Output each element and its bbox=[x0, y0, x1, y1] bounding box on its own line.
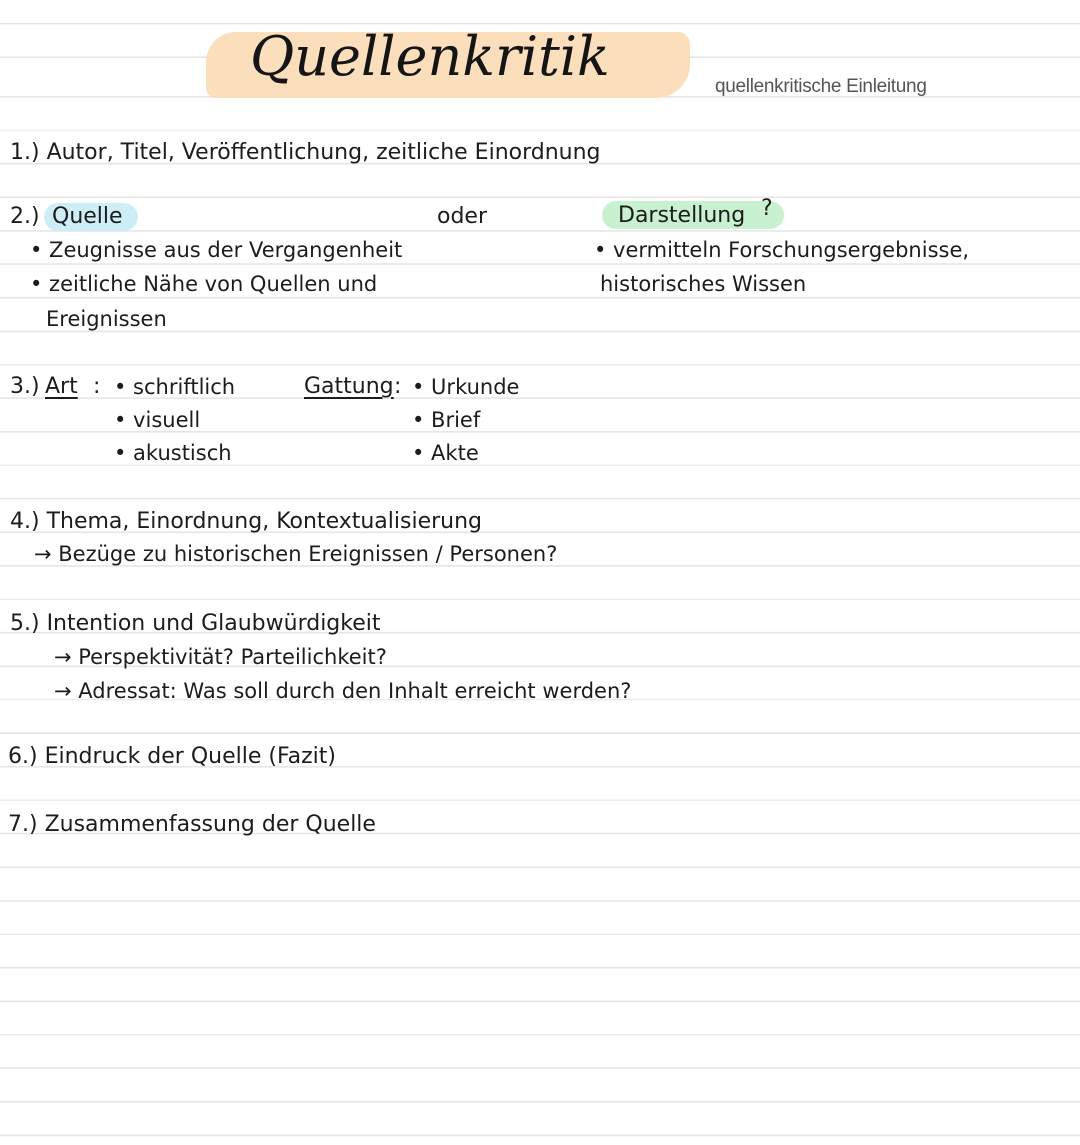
gattung-item: • Urkunde bbox=[412, 375, 520, 399]
page-title: Quellenkritik bbox=[250, 25, 610, 88]
page-subtitle: quellenkritische Einleitung bbox=[715, 76, 927, 97]
point-6: 6.) Eindruck der Quelle (Fazit) bbox=[8, 744, 336, 769]
gattung-item: • Brief bbox=[412, 408, 481, 432]
point-3-number: 3.) bbox=[10, 374, 40, 399]
point-5-sub: → Adressat: Was soll durch den Inhalt erreicht werden? bbox=[54, 679, 632, 703]
point-5-sub: → Perspektivität? Parteilichkeit? bbox=[54, 645, 387, 669]
gattung-label: Gattung bbox=[304, 374, 394, 399]
point-4: 4.) Thema, Einordnung, Kontextualisierung bbox=[10, 509, 483, 534]
point-5: 5.) Intention und Glaubwürdigkeit bbox=[10, 611, 381, 636]
art-item: • visuell bbox=[114, 408, 201, 432]
darstellung-question-mark: ? bbox=[761, 196, 773, 221]
darstellung-item: • vermitteln Forschungsergebnisse, bbox=[594, 238, 970, 262]
gattung-item: • Akte bbox=[412, 441, 479, 465]
art-item: • schriftlich bbox=[114, 375, 236, 399]
darstellung-label: Darstellung bbox=[618, 203, 746, 228]
point-2-number: 2.) bbox=[10, 204, 40, 229]
darstellung-item: historisches Wissen bbox=[600, 272, 807, 296]
gattung-colon: : bbox=[394, 374, 402, 399]
point-1: 1.) Autor, Titel, Veröffentlichung, zeitliche Einordnung bbox=[10, 140, 601, 165]
quelle-item: • zeitliche Nähe von Quellen und bbox=[30, 272, 378, 296]
quelle-label: Quelle bbox=[52, 204, 123, 229]
quelle-item: • Zeugnisse aus der Vergangenheit bbox=[30, 238, 403, 262]
point-4-sub: → Bezüge zu historischen Ereignissen / Personen? bbox=[34, 542, 558, 566]
quelle-item: Ereignissen bbox=[46, 307, 167, 331]
art-label: Art bbox=[45, 374, 78, 399]
art-colon: : bbox=[93, 374, 101, 399]
point-7: 7.) Zusammenfassung der Quelle bbox=[8, 812, 376, 837]
oder-connector: oder bbox=[437, 204, 488, 229]
art-item: • akustisch bbox=[114, 441, 232, 465]
